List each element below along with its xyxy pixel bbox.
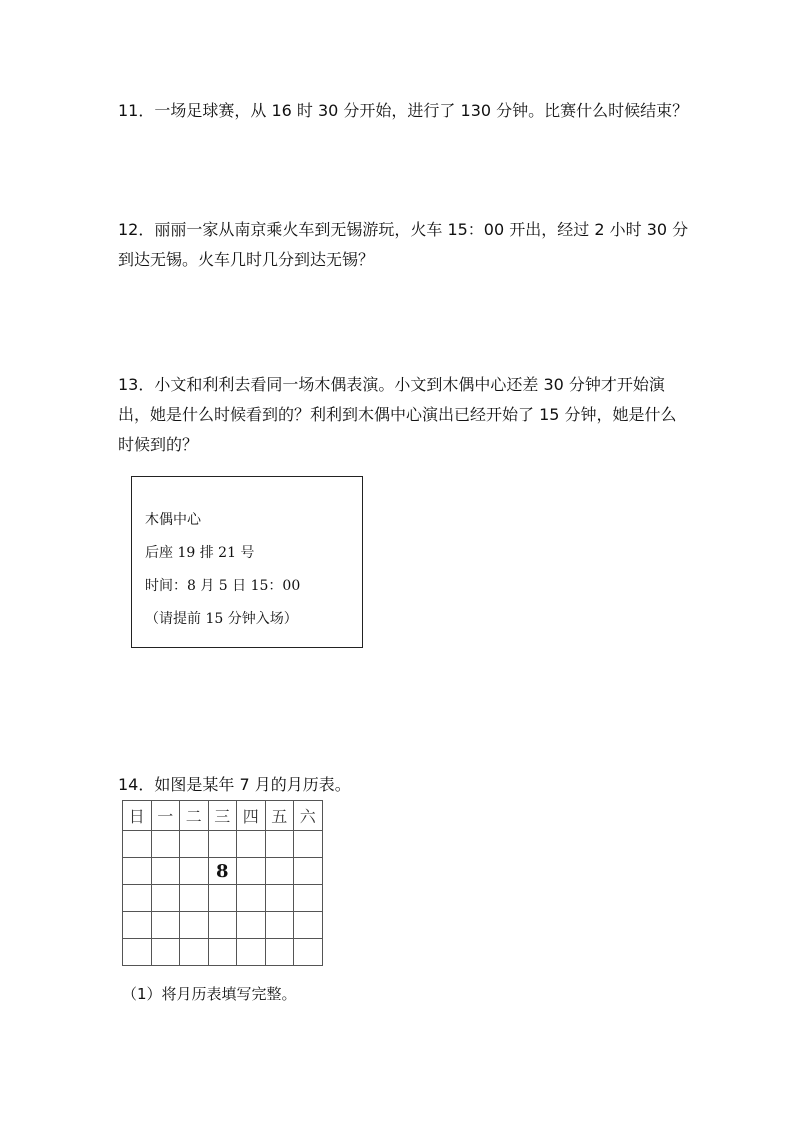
calendar-cell [151, 831, 180, 858]
calendar-cell [265, 885, 294, 912]
calendar-cell [180, 912, 209, 939]
question-line: 11．一场足球赛，从 16 时 30 分开始，进行了 130 分钟。比赛什么时候结束？ [118, 101, 689, 120]
calendar-cell [151, 885, 180, 912]
calendar-cell [123, 885, 152, 912]
calendar-cell [208, 885, 237, 912]
calendar-cell [123, 912, 152, 939]
calendar-cell [237, 831, 266, 858]
ticket-note: （请提前 15 分钟入场） [145, 611, 298, 627]
calendar-cell-given-date: 8 [208, 858, 237, 885]
weekday-header: 二 [180, 801, 209, 831]
calendar-week-row [123, 885, 323, 912]
weekday-header: 四 [237, 801, 266, 831]
calendar-cell [151, 912, 180, 939]
question-14 [118, 770, 351, 800]
calendar-week-row [123, 912, 323, 939]
calendar-cell [237, 858, 266, 885]
weekday-header: 五 [265, 801, 294, 831]
calendar-week-row [123, 858, 323, 885]
calendar-cell [237, 885, 266, 912]
calendar-cell [180, 831, 209, 858]
calendar-cell [237, 939, 266, 966]
calendar-cell [265, 858, 294, 885]
calendar-cell [208, 831, 237, 858]
question-line: 12．丽丽一家从南京乘火车到无锡游玩，火车 15：00 开出，经过 2 小时 30 分 [118, 220, 689, 239]
calendar-cell [208, 912, 237, 939]
question-line: 出，她是什么时候看到的？利利到木偶中心演出已经开始了 15 分钟，她是什么 [118, 405, 677, 424]
question-12 [118, 215, 688, 275]
calendar-cell [294, 885, 323, 912]
calendar-week-row [123, 939, 323, 966]
weekday-header: 日 [123, 801, 152, 831]
ticket-time: 时间：8 月 5 日 15：00 [145, 578, 301, 594]
calendar-cell [294, 858, 323, 885]
calendar-cell [123, 858, 152, 885]
weekday-header: 一 [151, 801, 180, 831]
calendar-cell [265, 912, 294, 939]
question-13 [118, 370, 677, 460]
july-calendar [122, 800, 323, 966]
calendar-cell [151, 858, 180, 885]
calendar-cell [294, 939, 323, 966]
ticket-venue: 木偶中心 [145, 512, 201, 528]
calendar-cell [265, 939, 294, 966]
weekday-header: 六 [294, 801, 323, 831]
calendar-week-row [123, 831, 323, 858]
calendar-header-row [123, 801, 323, 831]
calendar-cell [294, 912, 323, 939]
question-line: 时候到的？ [118, 435, 199, 454]
calendar-cell [180, 939, 209, 966]
calendar-cell [208, 939, 237, 966]
calendar-cell [294, 831, 323, 858]
calendar-cell [151, 939, 180, 966]
calendar-cell [180, 858, 209, 885]
calendar-cell [123, 831, 152, 858]
calendar-cell [180, 885, 209, 912]
calendar-cell [265, 831, 294, 858]
puppet-ticket [131, 476, 363, 648]
calendar-cell [237, 912, 266, 939]
calendar-cell [123, 939, 152, 966]
question-line: 14．如图是某年 7 月的月历表。 [118, 775, 351, 794]
question-11 [118, 96, 688, 126]
ticket-seat: 后座 19 排 21 号 [145, 545, 255, 561]
weekday-header: 三 [208, 801, 237, 831]
question-line: 13．小文和利利去看同一场木偶表演。小文到木偶中心还差 30 分钟才开始演 [118, 375, 665, 394]
sub-question-1: （1）将月历表填写完整。 [122, 985, 297, 1003]
question-line: 到达无锡。火车几时几分到达无锡？ [118, 250, 375, 269]
